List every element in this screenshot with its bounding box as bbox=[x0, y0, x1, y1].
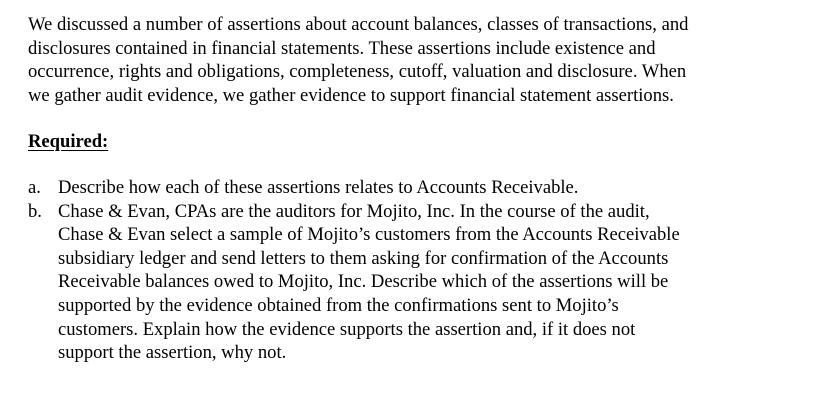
item-line: support the assertion, why not. bbox=[58, 342, 287, 364]
item-line: Chase & Evan, CPAs are the auditors for Mojito, Inc. In the course of the audit, bbox=[58, 200, 650, 222]
item-line: Describe how each of these assertions relates to Accounts Receivable. bbox=[58, 176, 579, 198]
requirements-list bbox=[28, 176, 808, 365]
item-line: Chase & Evan select a sample of Mojito’s customers from the Accounts Receivable bbox=[58, 224, 680, 246]
intro-line: we gather audit evidence, we gather evidence to support financial statement assertions. bbox=[28, 84, 674, 106]
list-item-b bbox=[28, 200, 808, 365]
intro-paragraph bbox=[28, 13, 808, 107]
required-heading: Required: bbox=[28, 131, 109, 153]
item-line: Receivable balances owed to Mojito, Inc. Describe which of the assertions will be bbox=[58, 271, 669, 293]
item-line: supported by the evidence obtained from the confirmations sent to Mojito’s bbox=[58, 294, 619, 316]
intro-line: We discussed a number of assertions about account balances, classes of transactions, and bbox=[28, 14, 689, 35]
intro-line: occurrence, rights and obligations, completeness, cutoff, valuation and disclosure. When bbox=[28, 61, 687, 83]
list-marker: a. bbox=[28, 176, 41, 198]
document-body bbox=[28, 13, 808, 365]
item-line: customers. Explain how the evidence supports the assertion and, if it does not bbox=[58, 318, 636, 340]
item-line: subsidiary ledger and send letters to them asking for confirmation of the Accounts bbox=[58, 247, 669, 269]
list-item-a bbox=[28, 176, 808, 200]
intro-line: disclosures contained in financial statements. These assertions include existence and bbox=[28, 37, 656, 59]
list-marker: b. bbox=[28, 200, 42, 222]
